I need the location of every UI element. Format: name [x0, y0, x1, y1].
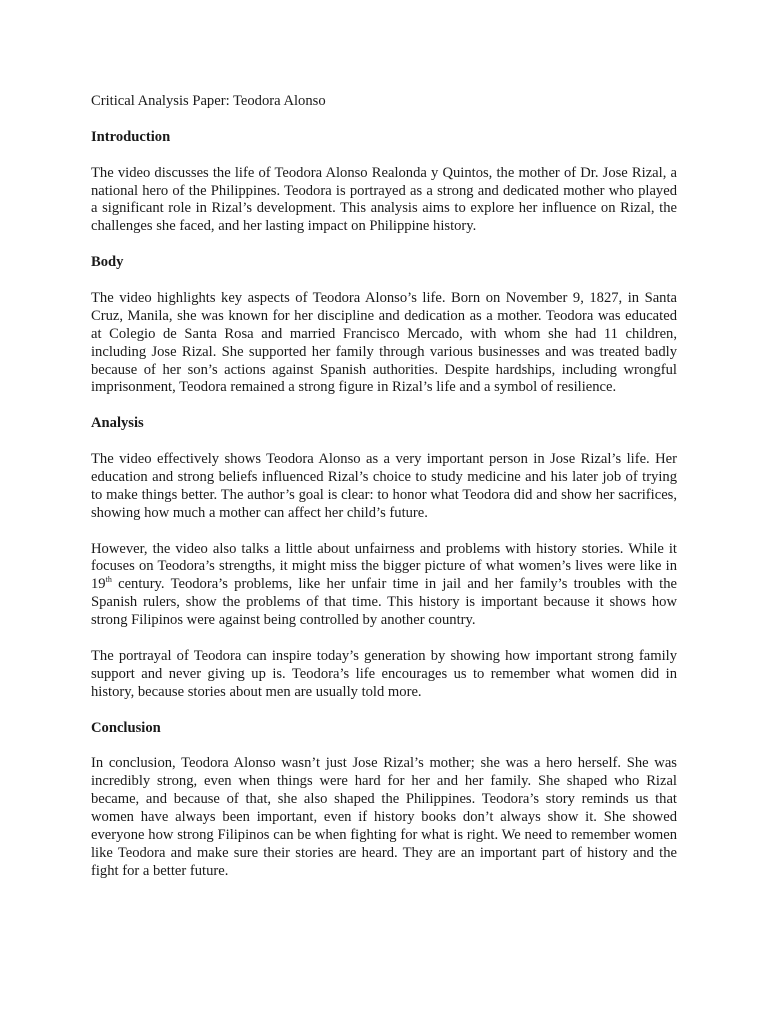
body-paragraph: The video highlights key aspects of Teodora Alonso’s life. Born on November 9, 1827, in Santa Cruz, Manila, she was known for her discipline and dedication as a mother. Teodora was educated at Colegio de Santa Rosa and married Francisco Mercado, with whom she had 11 children, including Jose Rizal. She supported her family through various businesses and was treated badly because of her son’s actions against Spanish authorities. Despite hardships, including wrongful imprisonment, Teodora remained a strong figure in Rizal’s life and a symbol of resilience. [91, 289, 677, 396]
introduction-heading: Introduction [91, 128, 171, 145]
analysis-paragraph-2-text-a: However, the video also talks a little about unfairness and problems with history stories. While it focuses on Teodora’s strengths, it might miss the bigger picture of what women’s lives were like in 19 [91, 540, 677, 593]
analysis-heading: Analysis [91, 415, 144, 432]
document-content [91, 93, 677, 899]
analysis-paragraph-2 [91, 541, 677, 631]
introduction-paragraph: The video discusses the life of Teodora Alonso Realonda y Quintos, the mother of Dr. Jose Rizal, a national hero of the Philippines. Teodora is portrayed as a strong and dedicated mother who played a significant role in Rizal’s development. This analysis aims to explore her influence on Rizal, the challenges she faced, and her lasting impact on Philippine history. [91, 164, 677, 235]
conclusion-paragraph: In conclusion, Teodora Alonso wasn’t just Jose Rizal’s mother; she was a hero herself. She was incredibly strong, even when things were hard for her and her family. She shaped who Rizal became, and because of that, she also shaped the Philippines. Teodora’s story reminds us that women have always been important, even if history books don’t always show it. She showed everyone how strong Filipinos can be when fighting for what is right. We need to remember women like Teodora and make sure their stories are heard. They are an important part of history and the fight for a better future. [91, 755, 677, 879]
conclusion-heading: Conclusion [91, 719, 161, 736]
document-title: Critical Analysis Paper: Teodora Alonso [91, 93, 326, 109]
analysis-paragraph-2-text-b: century. Teodora’s problems, like her unfair time in jail and her family’s troubles with the Spanish rulers, show the problems of that time. This history is important because it shows how strong Filipinos were against being controlled by another country. [91, 576, 677, 629]
analysis-paragraph-1: The video effectively shows Teodora Alonso as a very important person in Jose Rizal’s life. Her education and strong beliefs influenced Rizal’s choice to study medicine and his later job of trying to make things better. The author’s goal is clear: to honor what Teodora did and show her sacrifices, showing how much a mother can affect her child’s future. [91, 451, 677, 521]
analysis-paragraph-3: The portrayal of Teodora can inspire today’s generation by showing how important strong family support and never giving up is. Teodora’s life encourages us to remember what women did in history, because stories about men are usually told more. [91, 647, 677, 700]
body-heading: Body [91, 254, 124, 271]
ordinal-superscript: th [105, 575, 112, 585]
